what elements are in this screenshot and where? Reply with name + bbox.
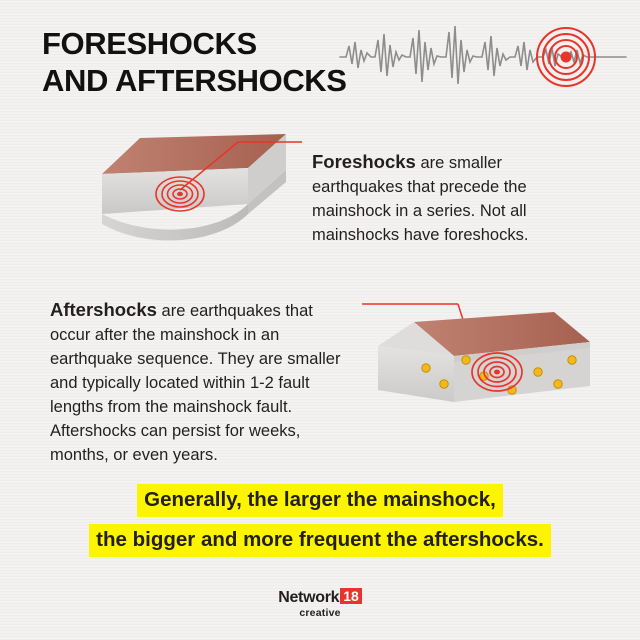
banner-line-1: Generally, the larger the mainshock, <box>137 484 503 517</box>
logo-name: Network <box>278 589 340 606</box>
title-line-2: AND AFTERSHOCKS <box>42 62 347 98</box>
logo-tagline: creative <box>299 607 341 619</box>
seismograph-waveform-icon <box>338 12 628 102</box>
logo-number: 18 <box>340 588 362 604</box>
fault-block-aftershock-diagram <box>362 298 592 434</box>
foreshocks-lead: Foreshocks <box>312 151 416 172</box>
banner-line-2: the bigger and more frequent the aftershocks. <box>89 524 551 557</box>
aftershocks-description <box>50 296 350 468</box>
aftershocks-body: are earthquakes that occur after the mainshock in an earthquake sequence. They are smaller and typically located within 1-2 fault lengths from the mainshock fault. Aftershocks can persist for weeks, months, or even years. <box>50 302 341 465</box>
aftershocks-lead: Aftershocks <box>50 299 157 320</box>
highlight-banner <box>0 484 640 564</box>
title-line-1: FORESHOCKS <box>42 26 257 61</box>
network18-logo <box>0 588 640 619</box>
fault-block-foreshock-diagram <box>88 128 306 258</box>
foreshocks-body: are smaller earthquakes that precede the mainshock in a series. Not all mainshocks have foreshocks. <box>312 154 529 245</box>
foreshocks-description <box>312 148 570 247</box>
